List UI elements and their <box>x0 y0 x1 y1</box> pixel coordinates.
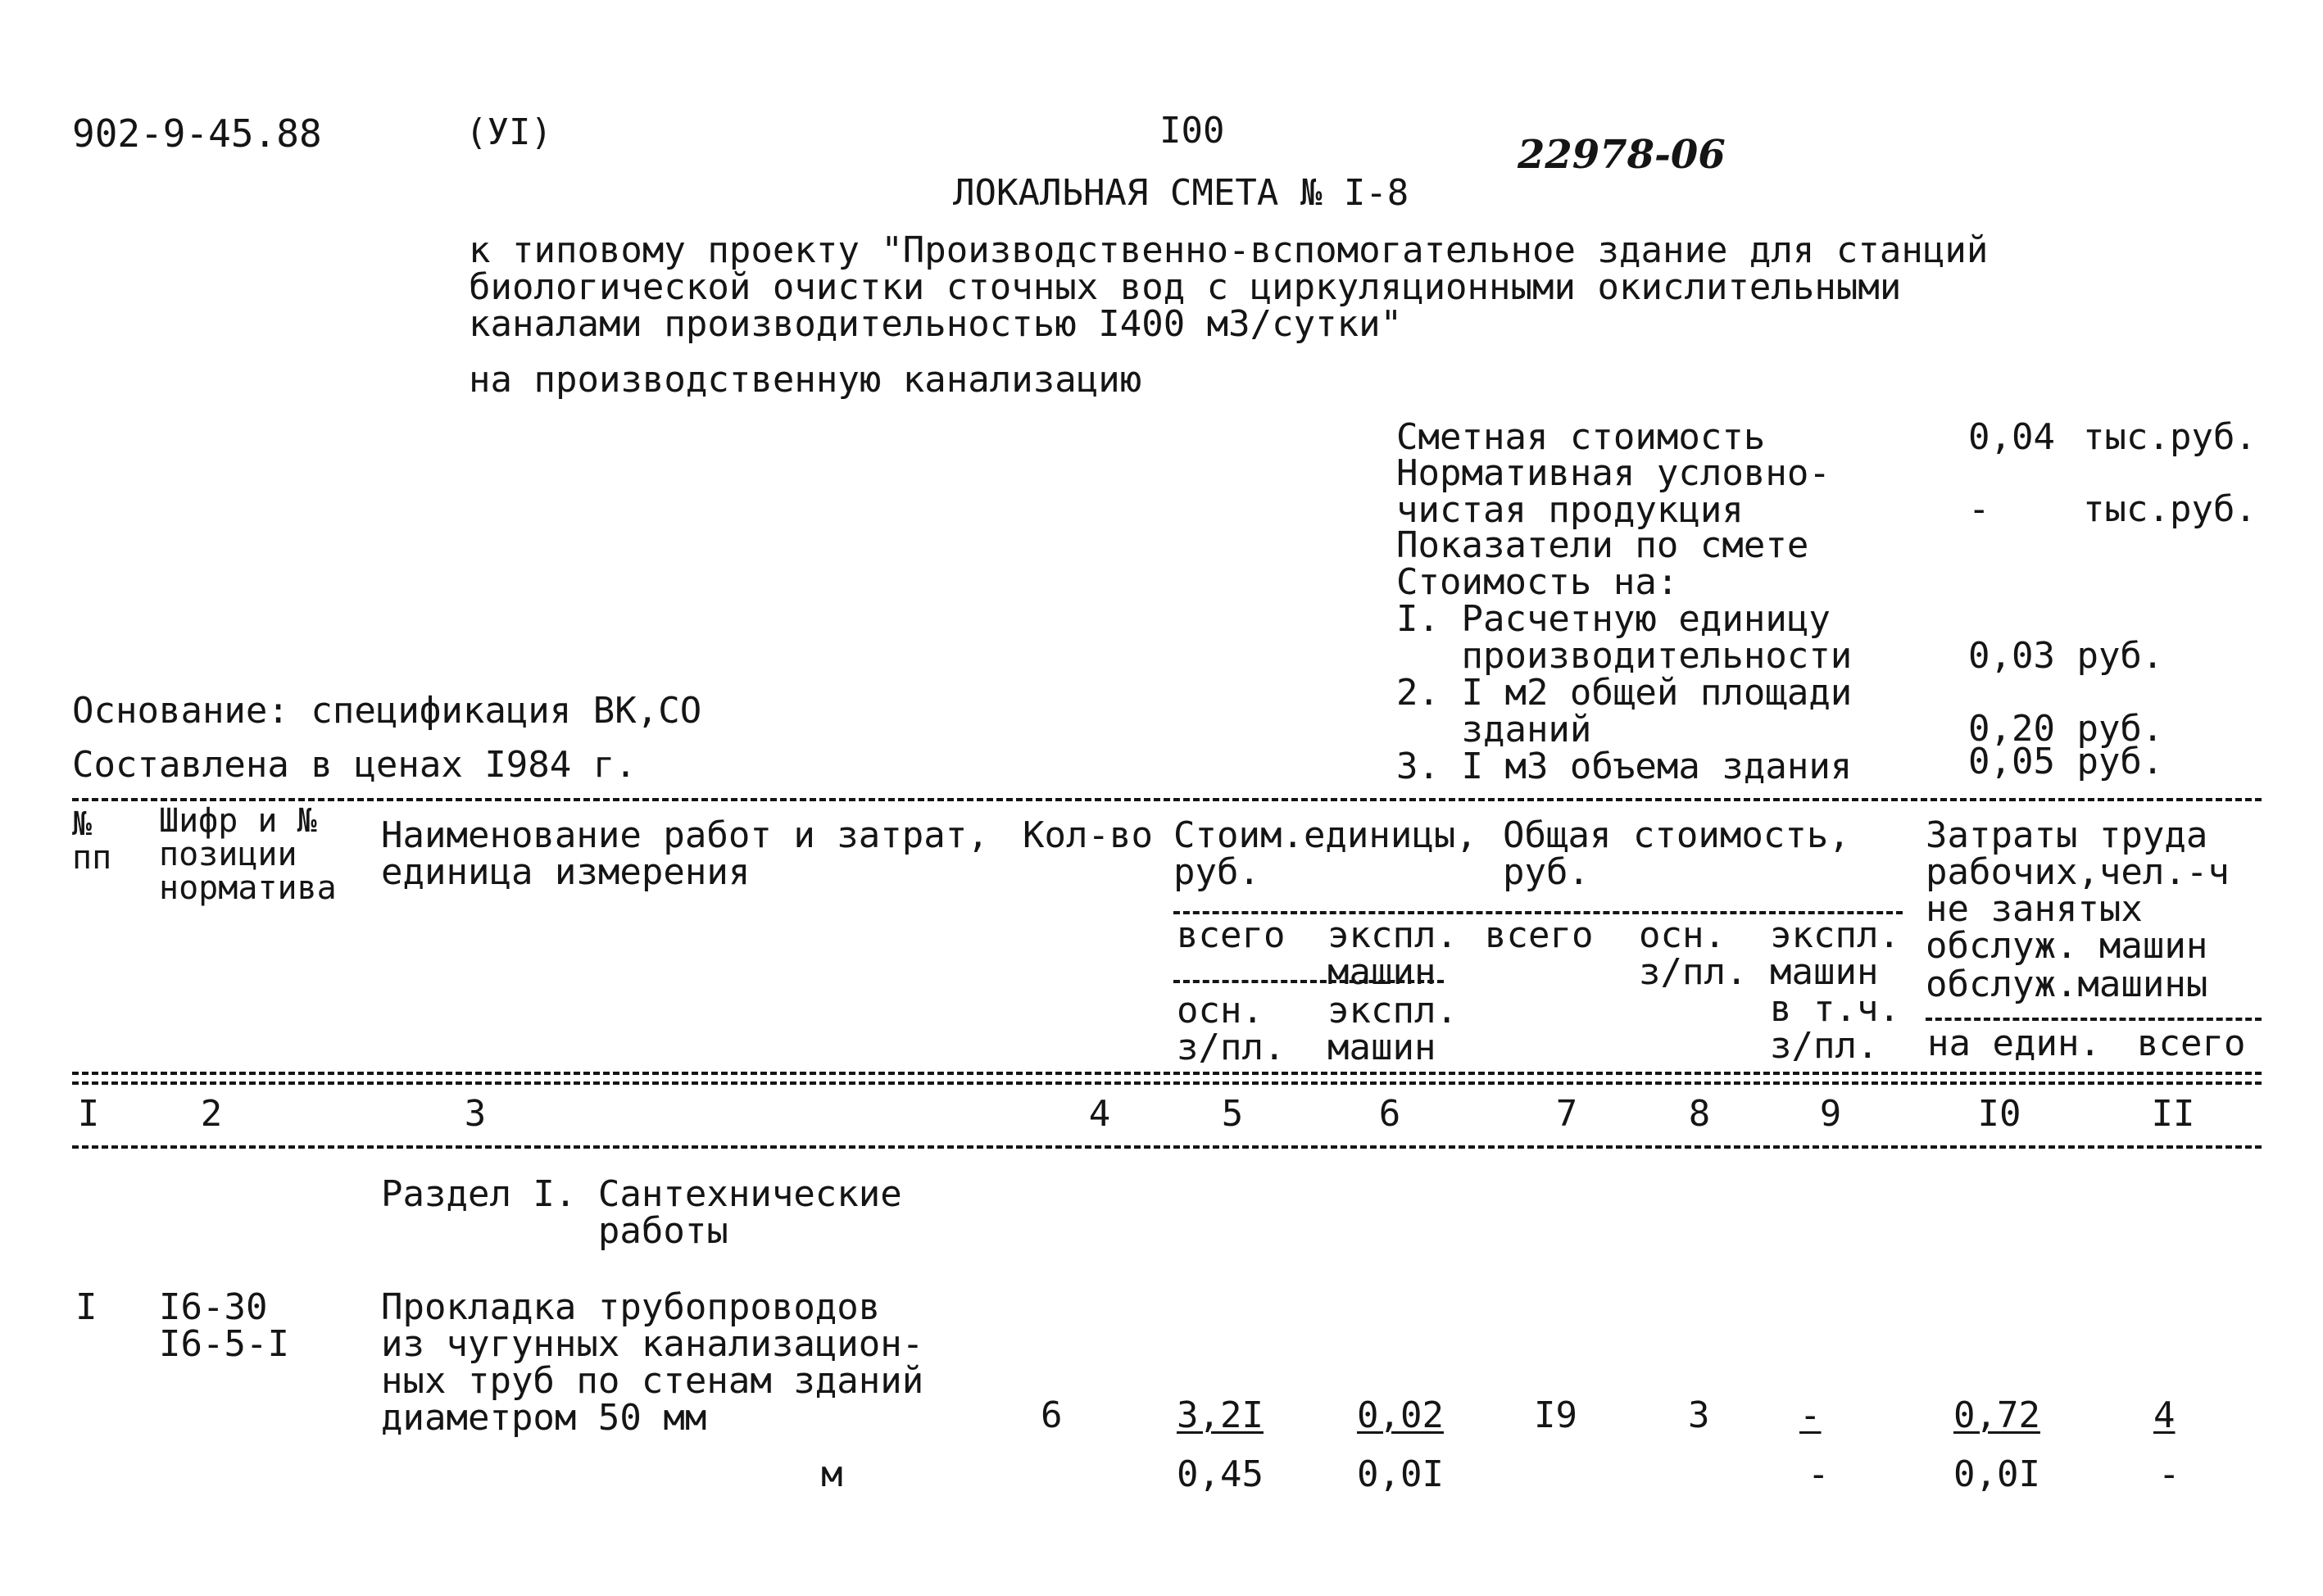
estimated-cost-label: Сметная стоимость <box>1396 416 1766 458</box>
table-top-rule <box>72 798 2262 801</box>
project-description: к типовому проекту "Производственно-вспомогательное здание для станций биологической очистки сточных вод с циркуляционными окислительными каналами производительностью I400 м3/сутки" <box>469 229 1989 345</box>
header-unit-cost: Стоим.единицы, руб. <box>1173 814 1477 893</box>
row-unit: м <box>821 1453 843 1495</box>
row-unit-total: 3,2I <box>1177 1394 1264 1436</box>
row-total-machines: - <box>1799 1394 1822 1436</box>
header-quantity: Кол-во <box>1023 814 1153 856</box>
row-total-machines-salary: - <box>1808 1453 1830 1495</box>
header-unit-machines-salary: экспл. машин <box>1327 990 1458 1068</box>
column-number: II <box>2151 1093 2195 1135</box>
indicator-1-label: I. Расчетную единицу производительности <box>1396 598 1853 677</box>
row-work-name: Прокладка трубопроводов из чугунных канализацион- ных труб по стенам зданий диаметром 50 мм <box>381 1286 924 1439</box>
column-number: 9 <box>1819 1093 1842 1135</box>
estimate-purpose: на производственную канализацию <box>469 359 1142 401</box>
row-total-salary: 3 <box>1688 1394 1710 1436</box>
numbers-rule-top <box>72 1081 2262 1085</box>
header-labor-machines: обслуж.машины <box>1926 963 2208 1005</box>
row-unit-machines: 0,02 <box>1357 1394 1444 1436</box>
header-total-all: всего <box>1485 914 1594 956</box>
estimated-cost-value: 0,04 <box>1968 416 2055 458</box>
page-number: I00 <box>1159 110 1225 152</box>
row-labor-per-unit-machines: 0,0I <box>1953 1453 2040 1495</box>
header-total-cost: Общая стоимость, руб. <box>1503 814 1850 893</box>
column-number: 2 <box>200 1093 223 1135</box>
header-unit-machines: экспл. машин <box>1327 914 1458 993</box>
document-code: 902-9-45.88 <box>72 111 322 156</box>
column-number: 6 <box>1378 1093 1401 1135</box>
row-labor-total-machines: - <box>2158 1453 2180 1495</box>
header-labor: Затраты труда рабочих,чел.-ч не занятых обслуж. машин <box>1926 814 2230 967</box>
column-number: 5 <box>1221 1093 1244 1135</box>
normative-product-label: Нормативная условно- чистая продукция <box>1396 452 1831 531</box>
handwritten-stamp-number: 22978-06 <box>1518 132 1726 178</box>
header-unit-total: всего <box>1177 914 1286 956</box>
section-title: Раздел I. Сантехнические работы <box>381 1173 902 1252</box>
row-number: I <box>75 1286 98 1328</box>
header-work-name: Наименование работ и затрат, единица измерения <box>381 814 989 893</box>
header-labor-total: всего <box>2137 1022 2246 1064</box>
normative-product-value: - <box>1968 488 1990 530</box>
volume-number: (УI) <box>465 111 552 153</box>
header-labor-per-unit: на един. <box>1927 1022 2101 1064</box>
column-number: 4 <box>1088 1093 1111 1135</box>
indicators-label: Показатели по смете Стоимость на: <box>1396 524 1809 603</box>
row-norm-code: I6-30 I6-5-I <box>159 1286 289 1365</box>
document-title: ЛОКАЛЬНАЯ СМЕТА № I-8 <box>953 172 1409 214</box>
numbers-rule-bottom <box>72 1145 2262 1149</box>
indicator-3-label: 3. I м3 объема здания <box>1396 746 1853 787</box>
column-number: I0 <box>1977 1093 2021 1135</box>
prices-line: Составлена в ценах I984 г. <box>72 744 637 786</box>
header-subrule-labor <box>1926 1018 2262 1021</box>
row-unit-machines-salary: 0,0I <box>1357 1453 1444 1495</box>
header-norm-code: Шифр и № позиции норматива <box>159 802 337 907</box>
normative-product-unit: тыс.руб. <box>2083 488 2257 530</box>
column-number: 7 <box>1555 1093 1578 1135</box>
row-quantity: 6 <box>1041 1394 1063 1436</box>
row-unit-salary: 0,45 <box>1177 1453 1264 1495</box>
indicator-3-value: 0,05 руб. <box>1968 741 2164 782</box>
indicator-2-value: 0,20 руб. <box>1968 708 2164 750</box>
header-number: № пп <box>72 805 112 877</box>
indicator-1-value: 0,03 руб. <box>1968 635 2164 677</box>
row-total: I9 <box>1534 1394 1577 1436</box>
header-total-machines: экспл. машин в т.ч. з/пл. <box>1770 914 1900 1067</box>
column-number: 8 <box>1688 1093 1711 1135</box>
header-bottom-rule <box>72 1072 2262 1075</box>
row-labor-total: 4 <box>2153 1394 2176 1436</box>
indicator-2-label: 2. I м2 общей площади зданий <box>1396 672 1853 750</box>
header-unit-salary: осн. з/пл. <box>1177 990 1286 1068</box>
column-number: I <box>77 1093 100 1135</box>
column-number: 3 <box>464 1093 487 1135</box>
header-total-salary: осн. з/пл. <box>1639 914 1748 993</box>
row-labor-per-unit: 0,72 <box>1953 1394 2040 1436</box>
estimated-cost-unit: тыс.руб. <box>2083 416 2257 458</box>
basis-line: Основание: спецификация ВК,СО <box>72 690 702 732</box>
